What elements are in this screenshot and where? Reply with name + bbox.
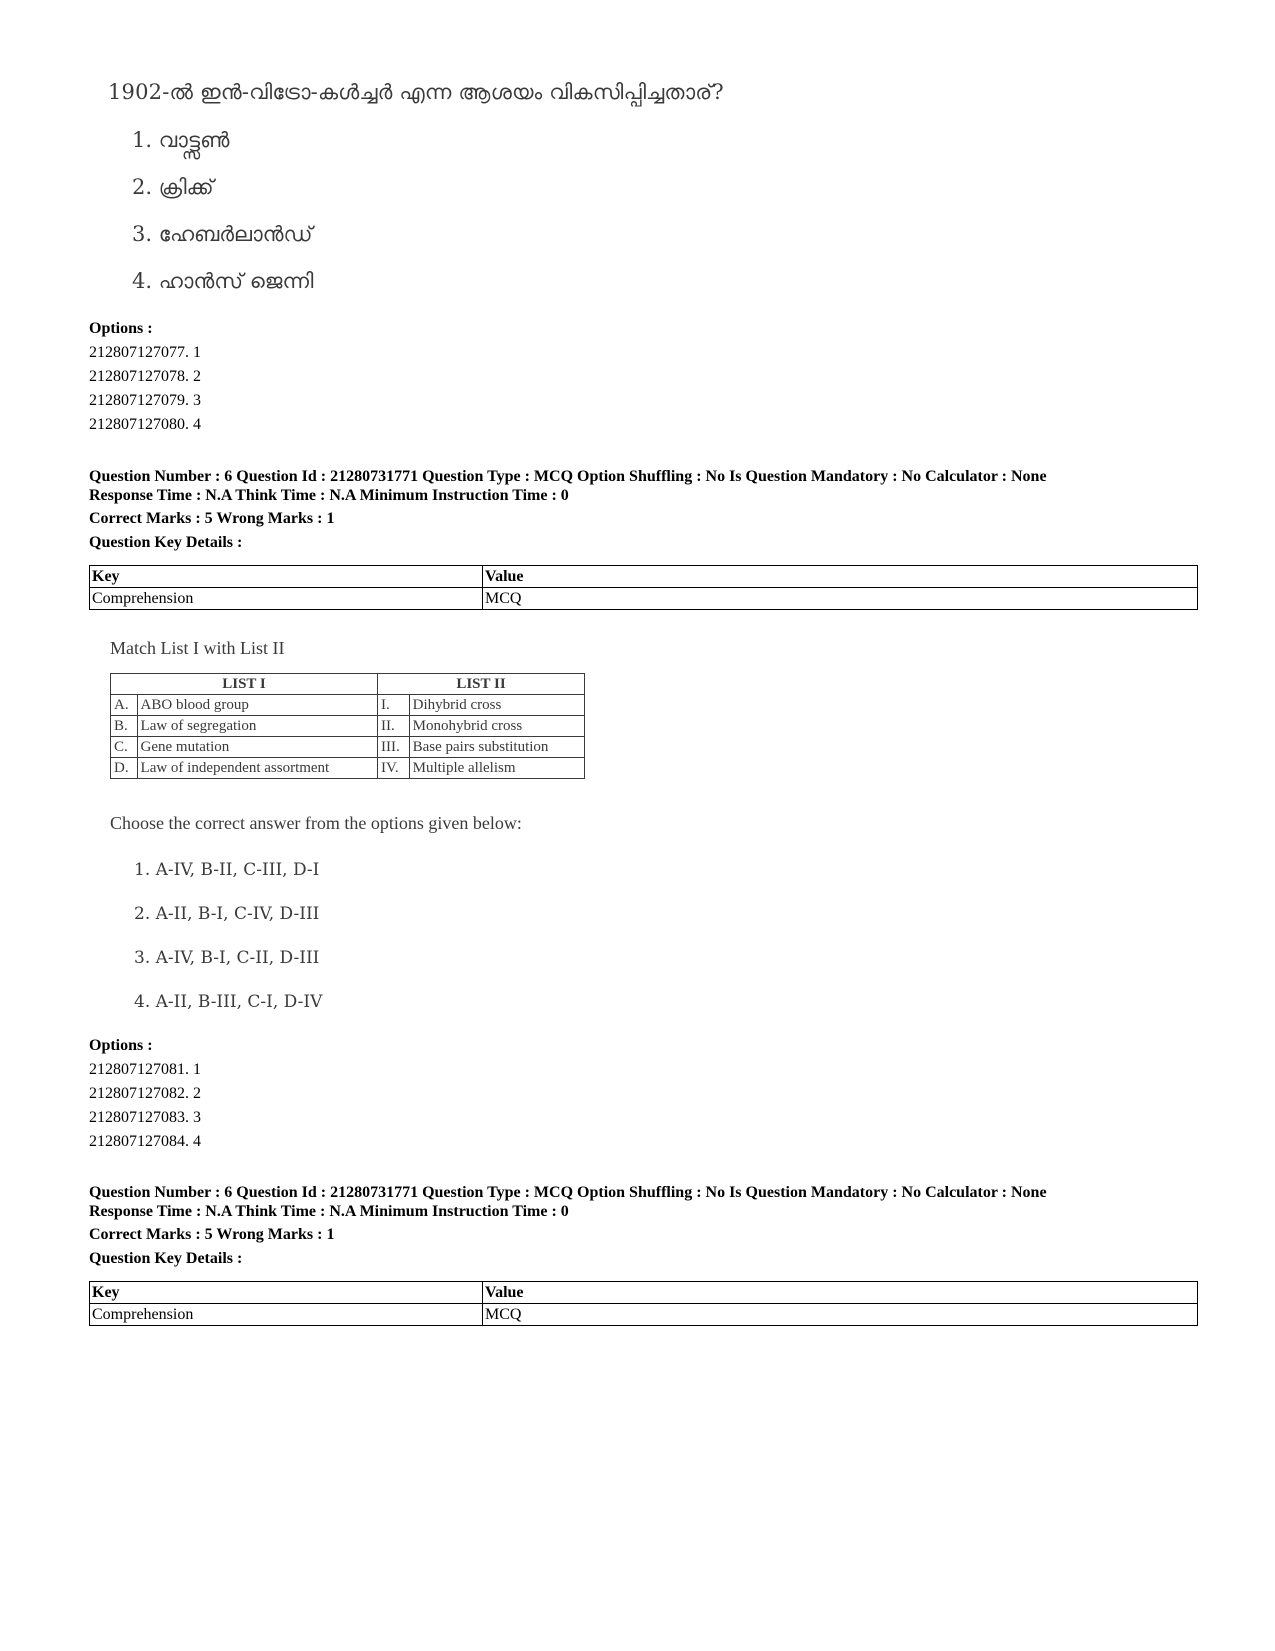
question-meta-line: Question Number : 6 Question Id : 21280731771 Question Type : MCQ Option Shuffling : No Is Question Mandatory : No Calculator : None — [89, 1184, 1047, 1201]
question-option-3: 3. ഹേബർലാൻഡ് — [132, 222, 313, 246]
table-cell-key: Comprehension — [90, 588, 483, 610]
list-ii-numeral: II. — [378, 716, 410, 737]
options-block — [89, 1034, 201, 1154]
table-cell-key: Comprehension — [90, 1304, 483, 1326]
table-header-key: Key — [90, 1282, 483, 1304]
list-ii-item: Multiple allelism — [409, 758, 584, 779]
list-ii-numeral: IV. — [378, 758, 410, 779]
marks-line: Correct Marks : 5 Wrong Marks : 1 — [89, 1226, 335, 1243]
list-i-item: Law of independent assortment — [137, 758, 377, 779]
key-details-table — [89, 1281, 1198, 1326]
question-image-malayalam — [108, 80, 828, 300]
list-ii-header: LIST II — [378, 674, 585, 695]
question-option-4: 4. ഹാൻസ് ജെന്നി — [132, 269, 314, 293]
option-item: 212807127077. 1 — [89, 344, 201, 361]
question-text: 1902-ൽ ഇൻ-വിട്രോ-കൾച്ചർ എന്ന ആശയം വികസിപ്പിച്ചതാര്? — [108, 80, 724, 104]
list-ii-item: Monohybrid cross — [409, 716, 584, 737]
table-header-key: Key — [90, 566, 483, 588]
key-details-heading: Question Key Details : — [89, 534, 243, 551]
option-item: 212807127082. 2 — [89, 1085, 201, 1102]
question-timing-line: Response Time : N.A Think Time : N.A Minimum Instruction Time : 0 — [89, 1203, 569, 1220]
table-row — [111, 758, 585, 779]
list-i-letter: A. — [111, 695, 138, 716]
option-item: 212807127078. 2 — [89, 368, 201, 385]
question-option-4: 4. A-II, B-III, C-I, D-IV — [134, 992, 323, 1012]
table-header-value: Value — [483, 566, 1198, 588]
question-option-1: 1. വാട്ട്സൺ — [132, 128, 230, 152]
option-item: 212807127079. 3 — [89, 392, 201, 409]
key-details-heading: Question Key Details : — [89, 1250, 243, 1267]
question-timing-line: Response Time : N.A Think Time : N.A Minimum Instruction Time : 0 — [89, 487, 569, 504]
option-item: 212807127080. 4 — [89, 416, 201, 433]
match-instruction: Choose the correct answer from the options given below: — [110, 813, 522, 833]
question-meta-line: Question Number : 6 Question Id : 21280731771 Question Type : MCQ Option Shuffling : No Is Question Mandatory : No Calculator : None — [89, 468, 1047, 485]
list-i-letter: B. — [111, 716, 138, 737]
option-item: 212807127081. 1 — [89, 1061, 201, 1078]
match-lists-table — [110, 673, 585, 779]
options-heading: Options : — [89, 320, 153, 337]
question-option-1: 1. A-IV, B-II, C-III, D-I — [134, 860, 320, 880]
list-ii-item: Dihybrid cross — [409, 695, 584, 716]
list-i-item: Gene mutation — [137, 737, 377, 758]
marks-line: Correct Marks : 5 Wrong Marks : 1 — [89, 510, 335, 527]
table-row — [111, 737, 585, 758]
match-title: Match List I with List II — [110, 638, 285, 658]
question-meta — [89, 467, 1199, 555]
list-i-item: ABO blood group — [137, 695, 377, 716]
option-item: 212807127084. 4 — [89, 1133, 201, 1150]
list-ii-item: Base pairs substitution — [409, 737, 584, 758]
question-option-3: 3. A-IV, B-I, C-II, D-III — [134, 948, 320, 968]
list-i-letter: C. — [111, 737, 138, 758]
key-details-table — [89, 565, 1198, 610]
table-row — [111, 695, 585, 716]
list-i-letter: D. — [111, 758, 138, 779]
table-row — [111, 716, 585, 737]
list-ii-numeral: I. — [378, 695, 410, 716]
list-ii-numeral: III. — [378, 737, 410, 758]
question-option-2: 2. A-II, B-I, C-IV, D-III — [134, 904, 320, 924]
list-i-header: LIST I — [111, 674, 378, 695]
question-option-2: 2. ക്രിക്ക് — [132, 175, 214, 199]
table-header-value: Value — [483, 1282, 1198, 1304]
options-heading: Options : — [89, 1037, 153, 1054]
table-cell-value: MCQ — [483, 1304, 1198, 1326]
options-block — [89, 317, 201, 437]
list-i-item: Law of segregation — [137, 716, 377, 737]
question-image-match-lists — [110, 638, 585, 779]
table-cell-value: MCQ — [483, 588, 1198, 610]
question-meta — [89, 1183, 1199, 1271]
option-item: 212807127083. 3 — [89, 1109, 201, 1126]
